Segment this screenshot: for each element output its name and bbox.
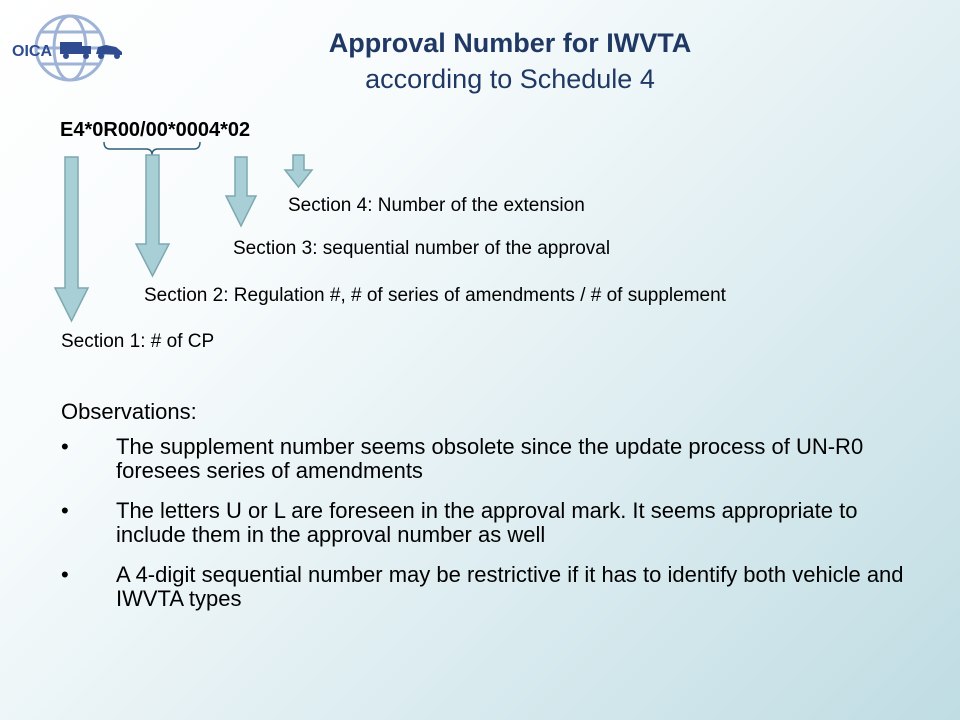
section-2-bracket — [104, 142, 200, 155]
section-1-label: Section 1: # of CP — [61, 331, 215, 352]
bullet-dot-icon: • — [61, 434, 69, 459]
page-title: Approval Number for IWVTA — [328, 28, 692, 58]
section-4-arrow-icon — [285, 155, 312, 187]
list-item-text: The letters U or L are foreseen in the approval mark. It seems appropriate to include them in the approval number as well — [116, 498, 858, 547]
section-2-arrow-icon — [136, 155, 169, 276]
section-4-label: Section 4: Number of the extension — [288, 195, 585, 216]
section-1-arrow-icon — [55, 157, 88, 321]
section-2-label: Section 2: Regulation #, # of series of amendments / # of supplement — [144, 285, 726, 306]
bullet-dot-icon: • — [61, 498, 69, 523]
approval-number-code: E4*0R00/00*0004*02 — [60, 119, 251, 141]
list-item-text: A 4-digit sequential number may be restrictive if it has to identify both vehicle and IWVTA types — [116, 562, 904, 611]
section-3-label: Section 3: sequential number of the approval — [233, 238, 611, 259]
list-item-text: The supplement number seems obsolete since the update process of UN-R0 foresees series of amendments — [116, 434, 864, 483]
observations-heading: Observations: — [61, 399, 197, 424]
section-3-arrow-icon — [226, 157, 256, 226]
bullet-dot-icon: • — [61, 562, 69, 587]
logo-text: OICA — [12, 43, 52, 60]
page-subtitle: according to Schedule 4 — [365, 64, 655, 94]
